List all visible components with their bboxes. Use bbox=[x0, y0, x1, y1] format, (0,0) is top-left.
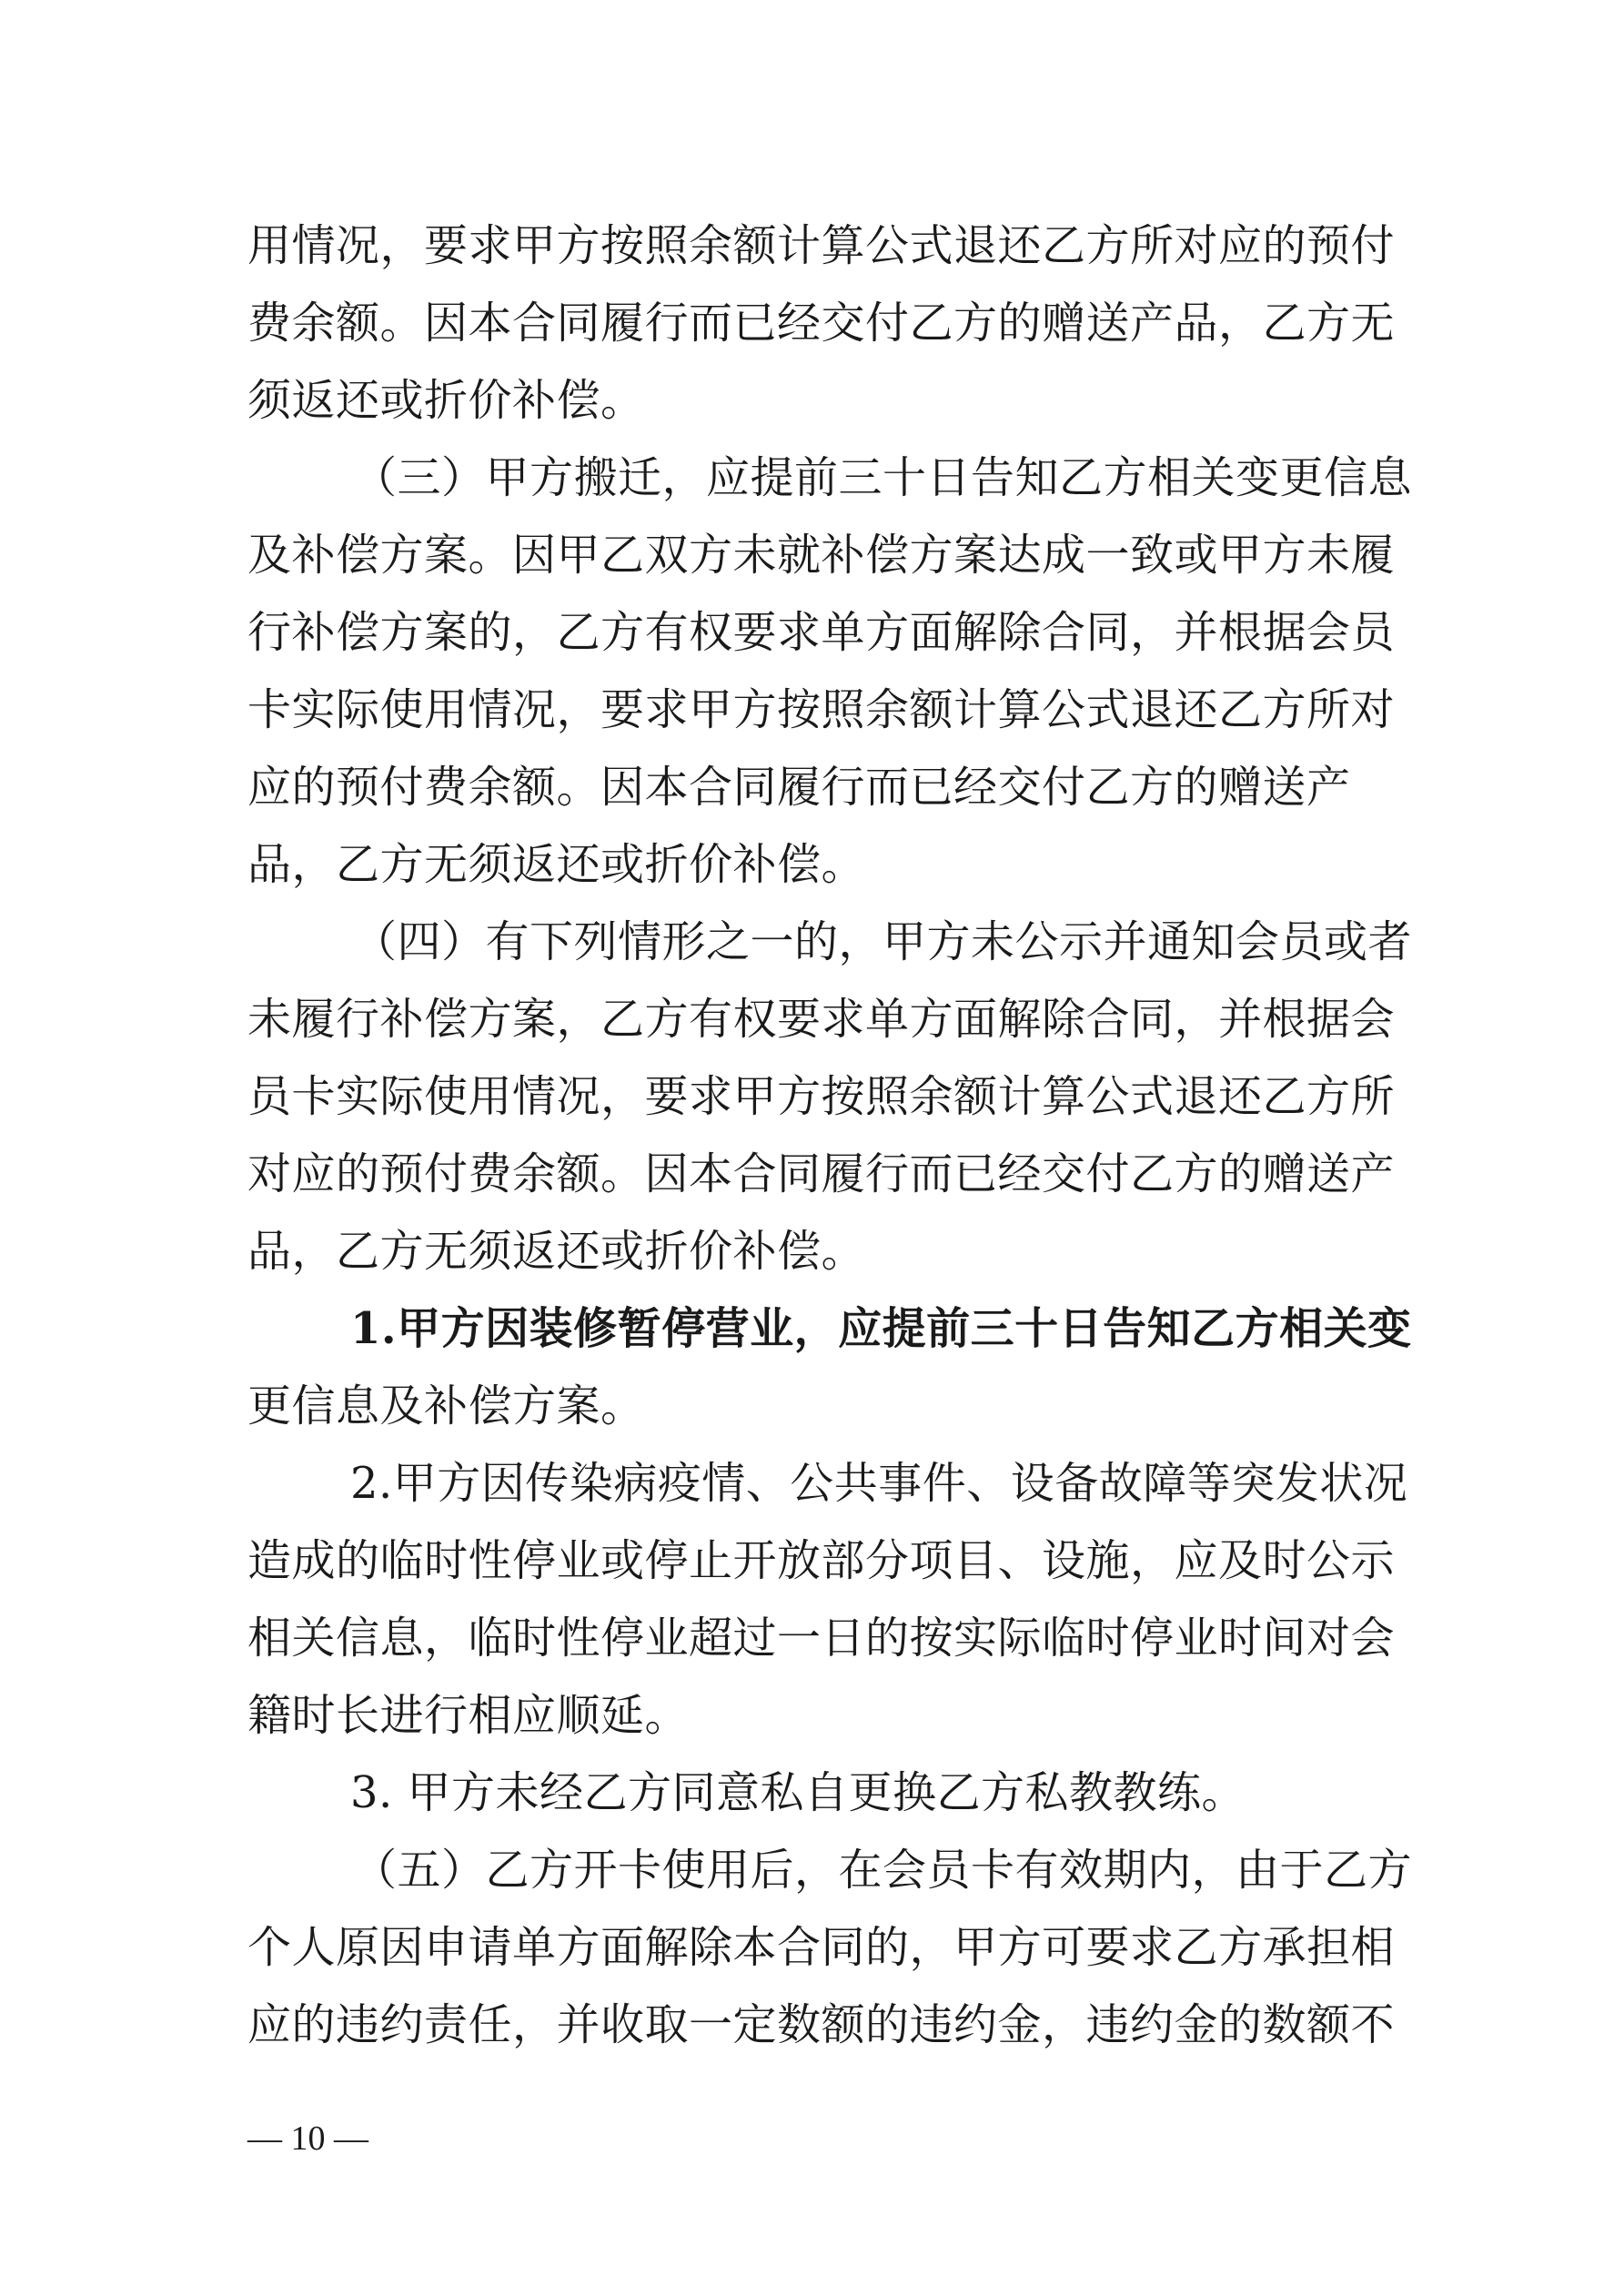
page-number: — 10 — bbox=[247, 2119, 368, 2158]
text-line: 籍时长进行相应顺延。 bbox=[247, 1690, 690, 1741]
text-line: 品，乙方无须返还或折价补偿。 bbox=[247, 1226, 866, 1277]
paragraph-start-line: （四）有下列情形之一的，甲方未公示并通知会员或者 bbox=[353, 916, 1413, 967]
text-line: 应的违约责任，并收取一定数额的违约金，违约金的数额不 bbox=[247, 1999, 1396, 2050]
text-line: 费余额。因本合同履行而已经交付乙方的赠送产品，乙方无 bbox=[247, 298, 1396, 349]
text-line: 须返还或折价补偿。 bbox=[247, 375, 645, 426]
text-line: 造成的临时性停业或停止开放部分项目、设施，应及时公示 bbox=[247, 1535, 1396, 1586]
text-line: 更信息及补偿方案。 bbox=[247, 1381, 645, 1431]
text-line: 品，乙方无须返还或折价补偿。 bbox=[247, 839, 866, 890]
list-item-3: 3. 甲方未经乙方同意私自更换乙方私教教练。 bbox=[350, 1767, 1246, 1818]
text-line: 行补偿方案的，乙方有权要求单方面解除合同，并根据会员 bbox=[247, 607, 1396, 658]
paragraph-start-line: （三）甲方搬迁，应提前三十日告知乙方相关变更信息 bbox=[353, 452, 1413, 503]
paragraph-start-line: （五）乙方开卡使用后，在会员卡有效期内，由于乙方 bbox=[353, 1845, 1413, 1896]
text-line: 员卡实际使用情况，要求甲方按照余额计算公式退还乙方所 bbox=[247, 1071, 1396, 1122]
text-line: 应的预付费余额。因本合同履行而已经交付乙方的赠送产 bbox=[247, 762, 1351, 813]
text-line: 相关信息，临时性停业超过一日的按实际临时停业时间对会 bbox=[247, 1613, 1396, 1664]
text-line: 卡实际使用情况，要求甲方按照余额计算公式退还乙方所对 bbox=[247, 684, 1396, 735]
text-line: 及补偿方案。因甲乙双方未就补偿方案达成一致或甲方未履 bbox=[247, 530, 1396, 581]
text-line: 对应的预付费余额。因本合同履行而已经交付乙方的赠送产 bbox=[247, 1148, 1396, 1199]
text-line: 未履行补偿方案，乙方有权要求单方面解除合同，并根据会 bbox=[247, 994, 1396, 1045]
text-line: 个人原因申请单方面解除本合同的，甲方可要求乙方承担相 bbox=[247, 1922, 1396, 1973]
list-item-1: 1.甲方因装修暂停营业，应提前三十日告知乙方相关变 bbox=[350, 1303, 1412, 1354]
text-line: 用情况，要求甲方按照余额计算公式退还乙方所对应的预付 bbox=[247, 220, 1396, 271]
list-item-2: 2.甲方因传染病疫情、公共事件、设备故障等突发状况 bbox=[350, 1458, 1408, 1509]
